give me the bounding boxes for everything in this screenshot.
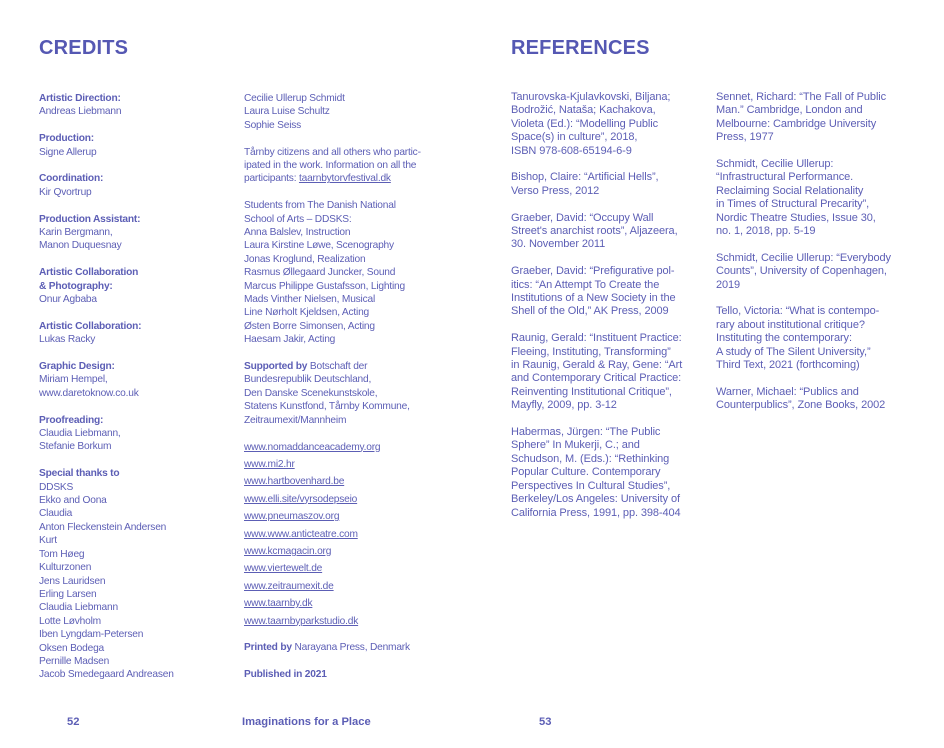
- reference-item: Schmidt, Cecilie Ullerup: “Everybody Counts”, University of Copenhagen, 2019: [716, 251, 891, 291]
- credit-value: Andreas Liebmann: [39, 106, 122, 118]
- reference-item: Raunig, Gerald: “Instituent Practice: Fleeing, Instituting, Transforming” in Raunig, Gerald & Ray, Gene: “Art and Contemporary Critical Practice: Reinventing Institutional Critique”, Mayfly, 2009, pp. 3-12: [511, 332, 683, 412]
- references-heading: REFERENCES: [511, 37, 650, 59]
- link-viertewelt[interactable]: www.viertewelt.de: [244, 563, 323, 575]
- credit-value: DDSKS Ekko and Oona Claudia Anton Fleckenstein Andersen Kurt Tom Høeg Kulturzonen Jens Lauridsen Erling Larsen Claudia Liebmann Lotte Løvholm Iben Lyngdam-Petersen Oksen Bodega Pernille Madsen Jacob Smedegaard Andreasen: [39, 481, 174, 681]
- credit-artistic-collaboration: [39, 320, 234, 347]
- supported-text: Botschaft der Bundesrepublik Deutschland, Den Danske Scenekunstskole, Statens Kunstfond, Tårnby Kommune, Zeitraumexit/Mannheim: [244, 361, 410, 426]
- link-hartbovenhard[interactable]: www.hartbovenhard.be: [244, 476, 345, 488]
- reference-item: Tello, Victoria: “What is contempo- rary about institutional critique? Instituting the contemporary: A study of The Silent University,” Third Text, 2021 (forthcoming): [716, 305, 880, 372]
- link-anticteatre[interactable]: www.www.anticteatre.com: [244, 528, 358, 540]
- credit-label: Artistic Collaboration & Photography:: [39, 267, 139, 292]
- reference-item: Tanurovska-Kjulavkovski, Biljana; Bodrožić, Nataša; Kachakova, Violeta (Ed.): “Modelling Public Space(s) in culture”, 2018, ISBN 978-608-65194-6-9: [511, 91, 671, 157]
- link-zeitraumexit[interactable]: www.zeitraumexit.de: [244, 580, 334, 592]
- link-kcmagacin[interactable]: www.kcmagacin.org: [244, 545, 332, 557]
- reference-item: Schmidt, Cecilie Ullerup: “Infrastructural Performance. Reclaiming Social Relationality in Times of Structural Precarity”, Nordic Theatre Studies, Issue 30, no. 1, 2018, pp. 5-19: [716, 158, 876, 238]
- reference-item: Graeber, David: “Occupy Wall Street's anarchist roots”, Aljazeera, 30. November 2011: [511, 211, 678, 251]
- credit-graphic-design: [39, 360, 234, 400]
- credit-label: Artistic Direction:: [39, 93, 121, 104]
- credit-value: Kir Qvortrup: [39, 186, 92, 198]
- link-mi2[interactable]: www.mi2.hr: [244, 458, 295, 470]
- credit-value: Claudia Liebmann, Stefanie Borkum: [39, 428, 121, 453]
- link-taarnby[interactable]: www.taarnby.dk: [244, 598, 313, 610]
- credit-label: Artistic Collaboration:: [39, 320, 142, 332]
- supported-paragraph: [244, 360, 459, 427]
- published-line: Published in 2021: [244, 668, 327, 680]
- credits-column-2: [244, 92, 459, 695]
- citizens-paragraph: [244, 146, 459, 186]
- reference-item: Warner, Michael: “Publics and Counterpublics”, Zone Books, 2002: [716, 385, 886, 412]
- credit-coordination: [39, 172, 234, 199]
- credit-value: Onur Agbaba: [39, 294, 97, 306]
- credit-label: Production Assistant:: [39, 213, 141, 225]
- link-list: [244, 441, 459, 628]
- credit-label: Special thanks to: [39, 468, 120, 480]
- link-taarnbyparkstudio[interactable]: www.taarnbyparkstudio.dk: [244, 615, 359, 627]
- printed-line: [244, 641, 459, 654]
- credit-value: Miriam Hempel, www.daretoknow.co.uk: [39, 374, 139, 399]
- credit-production: [39, 132, 234, 159]
- reference-item: Graeber, David: “Prefigurative pol- itics: “An Attempt To Create the Institutions of a New Society in the Shell of the Old,” AK Press, 2009: [511, 265, 676, 318]
- credit-value: Karin Bergmann, Manon Duquesnay: [39, 227, 122, 252]
- supported-label: Supported by: [244, 361, 308, 373]
- reference-item: Sennet, Richard: “The Fall of Public Man.” Cambridge, London and Melbourne: Cambridge University Press, 1977: [716, 91, 887, 144]
- credit-label: Production:: [39, 133, 94, 145]
- printed-text: Narayana Press, Denmark: [291, 641, 410, 653]
- credit-artistic-collaboration-photography: [39, 266, 234, 306]
- credit-proofreading: [39, 414, 234, 454]
- reference-item: Habermas, Jürgen: “The Public Sphere” In Mukerji, C.; and Schudson, M. (Eds.): “Rethinking Popular Culture. Contemporary Perspectives In Cultural Studies”, Berkeley/Los Angeles: University of California Press, 1991, pp. 398-404: [511, 426, 681, 519]
- references-column-2: [716, 91, 926, 426]
- link-elli-site[interactable]: www.elli.site/vyrsodepseio: [244, 493, 358, 505]
- credit-value: Signe Allerup: [39, 146, 97, 158]
- right-page-number: 53: [539, 716, 552, 728]
- references-column-1: [511, 91, 711, 533]
- printed-label: Printed by: [244, 641, 292, 653]
- left-page-number: 52: [67, 716, 80, 728]
- students-paragraph: Students from The Danish National School of Arts – DDSKS: Anna Balslev, Instruction Laura Kirstine Løwe, Scenography Jonas Kroglund, Realization Rasmus Øllegaard Juncker, Sound Marcus Philippe Gustafsson, Lighting Mads Vinther Nielsen, Musical Line Nørholt Kjeldsen, Acting Østen Borre Simonsen, Acting Haesam Jakir, Acting: [244, 200, 405, 346]
- festival-link[interactable]: taarnbytorvfestival.dk: [298, 173, 391, 185]
- reference-item: Bishop, Claire: “Artificial Hells”, Verso Press, 2012: [511, 171, 659, 197]
- citizens-text: Tårnby citizens and all others who partic- ipated in the work. Information on all the participants:: [244, 146, 421, 185]
- credit-production-assistant: [39, 213, 234, 253]
- credit-label: Graphic Design:: [39, 361, 115, 373]
- link-nomaddanceacademy[interactable]: www.nomaddanceacademy.org: [244, 441, 381, 453]
- contributor-names: Cecilie Ullerup Schmidt Laura Luise Schultz Sophie Seiss: [244, 93, 345, 131]
- credit-special-thanks: [39, 467, 234, 682]
- credit-value: Lukas Racky: [39, 334, 96, 346]
- credit-label: Proofreading:: [39, 414, 104, 426]
- link-pneumaszov[interactable]: www.pneumaszov.org: [244, 511, 340, 523]
- credit-artistic-direction: [39, 92, 234, 119]
- credit-label: Coordination:: [39, 173, 104, 185]
- book-title: Imaginations for a Place: [242, 716, 371, 728]
- credits-column: [39, 92, 234, 695]
- credits-heading: CREDITS: [39, 37, 129, 59]
